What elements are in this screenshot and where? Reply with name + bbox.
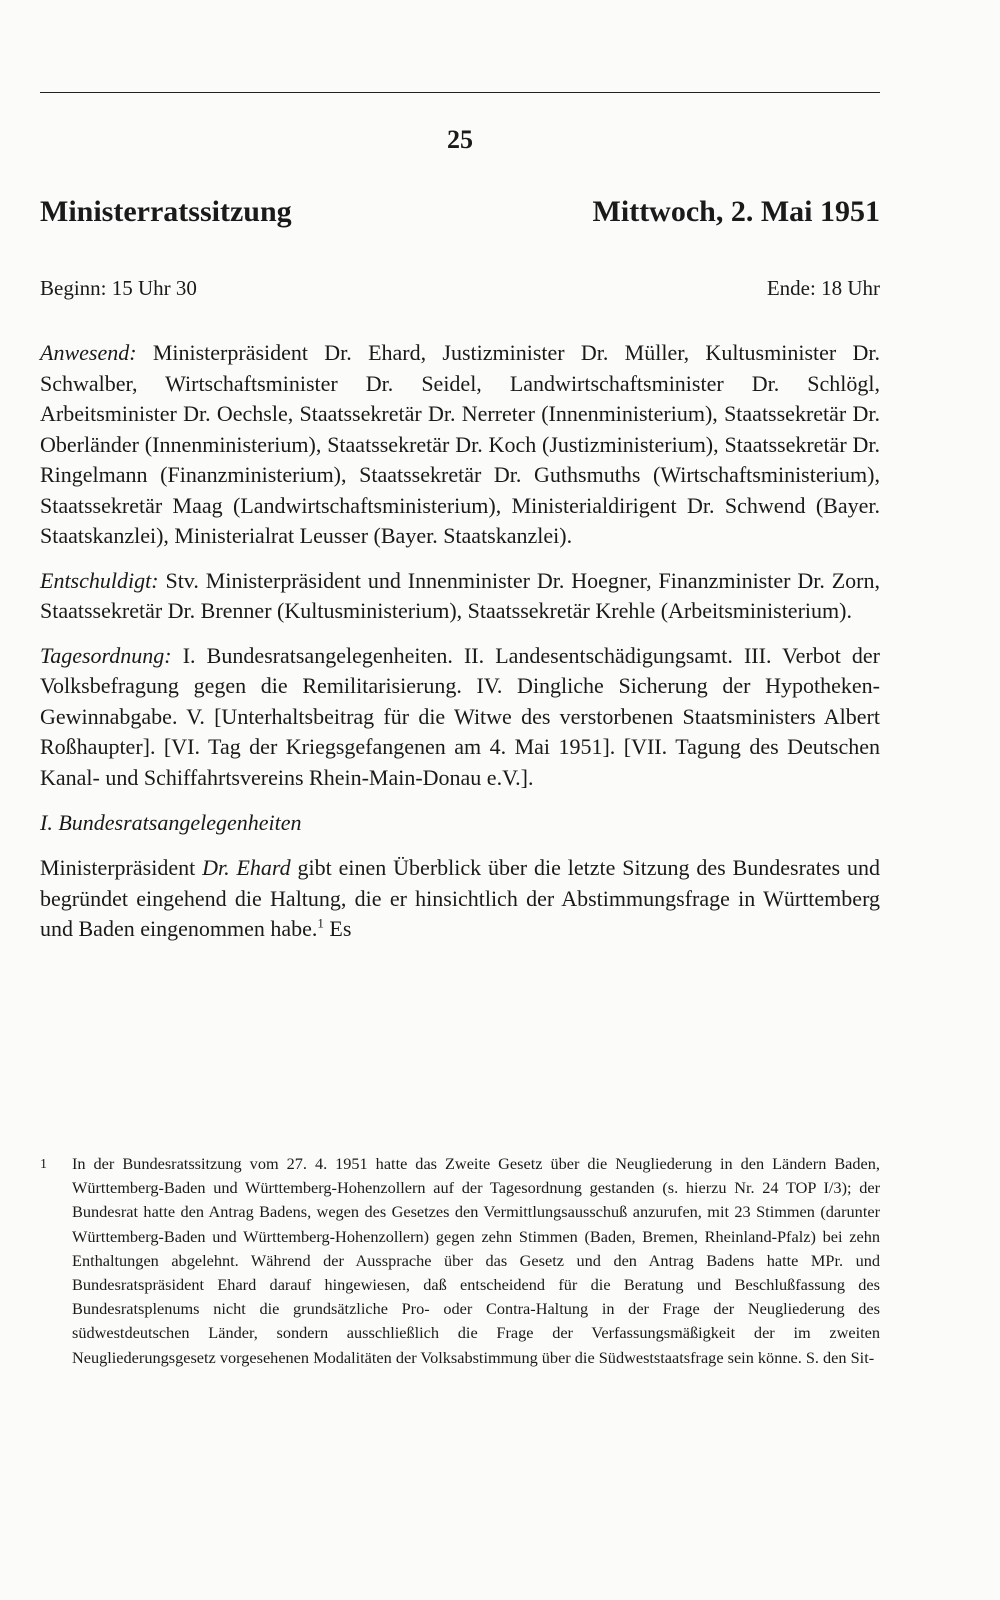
document-page (40, 0, 880, 1600)
footnote-text: In der Bundesratssitzung vom 27. 4. 1951 hatte das Zweite Gesetz über die Neugliederung in den Ländern Baden, Württemberg-Baden und Württemberg-Hohenzollern auf der Tagesordnung gestanden (s. hierzu Nr. 24 TOP I/3); der Bundesrat hatte den Antrag Badens, wegen des Gesetzes den Vermittlungsausschuß anzurufen, mit 23 Stimmen (darunter Württemberg-Baden und Württemberg-Hohenzollern) gegen zehn Stimmen (Baden, Bremen, Rheinland-Pfalz) bei zehn Enthaltungen abgelehnt. Während der Aussprache über das Gesetz und den Antrag Badens hatte MPr. und Bundesratspräsident Ehard darauf hingewiesen, daß entscheidend für die Beratung und Beschlußfassung des Bundesratsplenums nicht die grundsätzliche Pro- oder Contra-Haltung in der Frage der Neugliederung des südwestdeutschen Länder, sondern ausschließlich die Frage der Verfassungsmäßigkeit der im zweiten Neugliederungsgesetz vorgesehenen Modalitäten der Volksabstimmung über die Südweststaatsfrage sein könne. S. den Sit- (72, 1154, 880, 1367)
section-para-name: Dr. Ehard (202, 855, 291, 880)
begin-time: Beginn: 15 Uhr 30 (40, 276, 197, 300)
time-row (40, 274, 880, 302)
header-rule (40, 92, 880, 93)
section-paragraph (40, 853, 880, 945)
section-para-start: Ministerpräsident (40, 855, 203, 880)
section-para-end: Es (323, 916, 352, 941)
meeting-date: Mittwoch, 2. Mai 1951 (592, 195, 880, 228)
body-text (40, 338, 880, 945)
end-time: Ende: 18 Uhr (766, 276, 880, 300)
agenda-paragraph (40, 641, 880, 794)
agenda-text: I. Bundesratsangelegenheiten. II. Landesentschädigungsamt. III. Verbot der Volksbefragung gegen die Remilitarisierung. IV. Dingliche Sicherung der Hypotheken-Gewinnabgabe. V. [Unterhaltsbeitrag für die Witwe des verstorbenen Staatsministers Albert Roßhaupter]. [VI. Tag der Kriegsgefangenen am 4. Mai 1951]. [VII. Tagung des Deutschen Kanal- und Schiffahrtsvereins Rhein-Main-Donau e.V.]. (40, 642, 881, 790)
attendees-paragraph (40, 338, 880, 552)
title-row (40, 192, 880, 232)
footnote-reference[interactable]: 1 (317, 915, 324, 931)
agenda-label: Tagesordnung: (40, 642, 172, 668)
section-heading: I. Bundesratsangelegenheiten (40, 810, 302, 835)
footnote (40, 1152, 880, 1370)
document-number: 25 (447, 125, 473, 154)
excused-paragraph (40, 566, 880, 627)
meeting-title: Ministerratssitzung (40, 195, 292, 228)
section-para-rest: gibt einen Überblick über die letzte Sitzung des Bundesrates und begründet eingehend die Haltung, die er hinsichtlich der Abstimmungsfrage in Württemberg und Baden eingenommen habe. (40, 855, 880, 941)
attendees-label: Anwesend: (40, 340, 137, 365)
footnote-mark: 1 (40, 1157, 47, 1172)
excused-text: Stv. Ministerpräsident und Innenminister Dr. Hoegner, Finanzminister Dr. Zorn, Staatssekretär Dr. Brenner (Kultusministerium), Staatssekretär Krehle (Arbeitsministerium). (40, 567, 881, 623)
excused-label: Entschuldigt: (40, 567, 159, 593)
attendees-text: Ministerpräsident Dr. Ehard, Justizminister Dr. Müller, Kultusminister Dr. Schwalber, Wirtschaftsminister Dr. Seidel, Landwirtschaftsminister Dr. Schlögl, Arbeitsminister Dr. Oechsle, Staatssekretär Dr. Nerreter (Innenministerium), Staatssekretär Dr. Oberländer (Innenministerium), Staatssekretär Dr. Koch (Justizministerium), Staatssekretär Dr. Ringelmann (Finanzministerium), Staatssekretär Dr. Guthsmuths (Wirtschaftsministerium), Staatssekretär Maag (Landwirtschaftsministerium), Ministerialdirigent Dr. Schwend (Bayer. Staatskanzlei), Ministerialrat Leusser (Bayer. Staatskanzlei). (40, 340, 880, 548)
